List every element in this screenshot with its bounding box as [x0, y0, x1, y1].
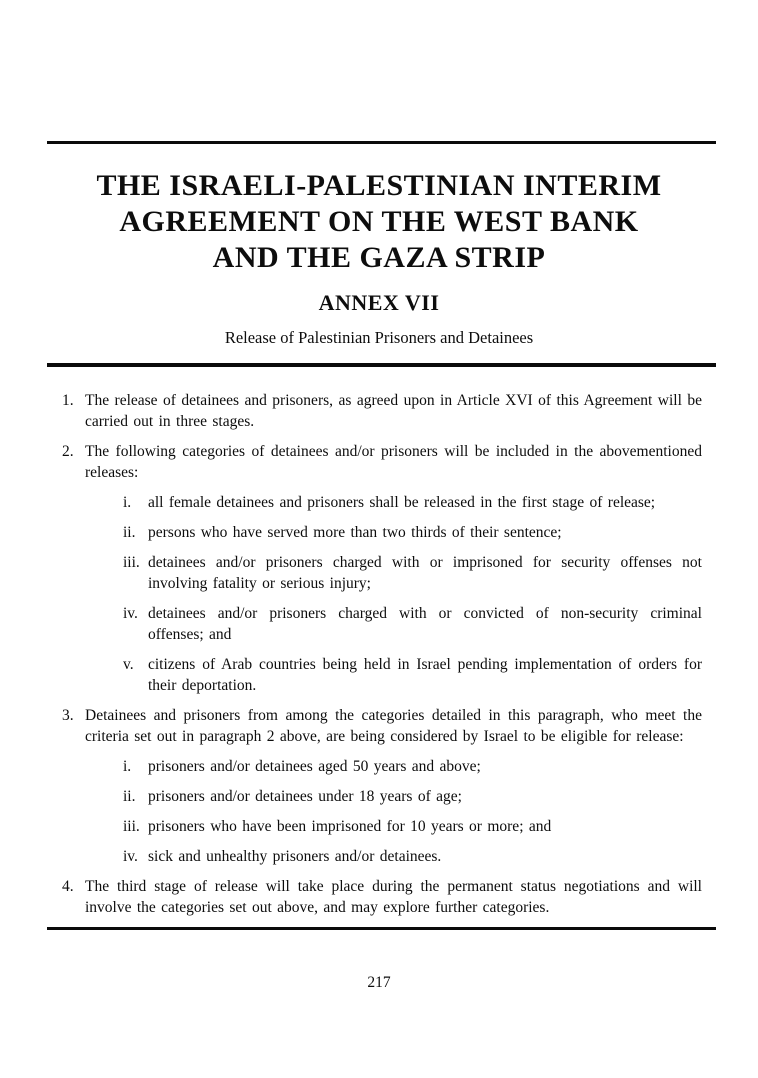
- subitem-marker: i.: [123, 758, 132, 775]
- subitem-marker: ii.: [123, 524, 136, 541]
- sub-item-3-i: [123, 756, 702, 777]
- subitem-text: detainees and/or prisoners charged with or imprisoned for security offenses not involving fatality or serious injury;: [148, 554, 702, 592]
- title-line-1: THE ISRAELI-PALESTINIAN INTERIM: [96, 169, 662, 202]
- item-marker: 3.: [62, 707, 74, 724]
- list-item-2: [62, 441, 702, 483]
- subitem-text: persons who have served more than two thirds of their sentence;: [148, 524, 562, 541]
- document-subtitle: Release of Palestinian Prisoners and Detainees: [224, 328, 534, 347]
- sub-item-2-i: [123, 492, 702, 513]
- subitem-marker: i.: [123, 494, 132, 511]
- list-item-3: [62, 705, 702, 747]
- subitem-marker: iii.: [123, 818, 140, 835]
- subitem-marker: iii.: [123, 554, 140, 571]
- list-item-4: [62, 876, 702, 918]
- subitem-text: all female detainees and prisoners shall be released in the first stage of release;: [148, 494, 656, 511]
- subitem-marker: ii.: [123, 788, 136, 805]
- item-text: The third stage of release will take place during the permanent status negotiations and will involve the categories set out above, and may explore further categories.: [85, 878, 702, 916]
- sub-item-2-iii: [123, 552, 702, 594]
- top-divider: [47, 141, 716, 144]
- sub-item-2-iv: [123, 603, 702, 645]
- subitem-marker: iv.: [123, 848, 138, 865]
- item-marker: 1.: [62, 392, 74, 409]
- sub-item-3-ii: [123, 786, 702, 807]
- document-body: [62, 390, 702, 918]
- list-item-1: [62, 390, 702, 432]
- item-text: Detainees and prisoners from among the categories detailed in this paragraph, who meet the criteria set out in paragraph 2 above, are being considered by Israel to be eligible for release:: [85, 707, 702, 745]
- subitem-text: prisoners who have been imprisoned for 10 years or more; and: [148, 818, 552, 835]
- item-marker: 2.: [62, 443, 74, 460]
- header-divider: [47, 363, 716, 367]
- sub-item-2-v: [123, 654, 702, 696]
- subitem-marker: v.: [123, 656, 134, 673]
- sublist-item-3: [123, 756, 702, 867]
- sub-item-2-ii: [123, 522, 702, 543]
- subitem-marker: iv.: [123, 605, 138, 622]
- item-text: The following categories of detainees and/or prisoners will be included in the abovementioned releases:: [85, 443, 702, 481]
- subitem-text: citizens of Arab countries being held in Israel pending implementation of orders for their deportation.: [148, 656, 702, 694]
- item-marker: 4.: [62, 878, 74, 895]
- document-title: [20, 168, 738, 276]
- annex-heading: ANNEX VII: [318, 290, 440, 315]
- sub-item-3-iv: [123, 846, 702, 867]
- sublist-item-2: [123, 492, 702, 696]
- subitem-text: detainees and/or prisoners charged with or convicted of non-security criminal offenses; and: [148, 605, 702, 643]
- subitem-text: prisoners and/or detainees aged 50 years and above;: [148, 758, 481, 775]
- sub-item-3-iii: [123, 816, 702, 837]
- title-line-2: AGREEMENT ON THE WEST BANK: [119, 205, 639, 238]
- title-line-3: AND THE GAZA STRIP: [212, 241, 546, 274]
- bottom-divider: [47, 927, 716, 930]
- subitem-text: sick and unhealthy prisoners and/or detainees.: [148, 848, 442, 865]
- page-number: 217: [367, 974, 391, 991]
- item-text: The release of detainees and prisoners, as agreed upon in Article XVI of this Agreement will be carried out in three stages.: [85, 392, 702, 430]
- subitem-text: prisoners and/or detainees under 18 years of age;: [148, 788, 462, 805]
